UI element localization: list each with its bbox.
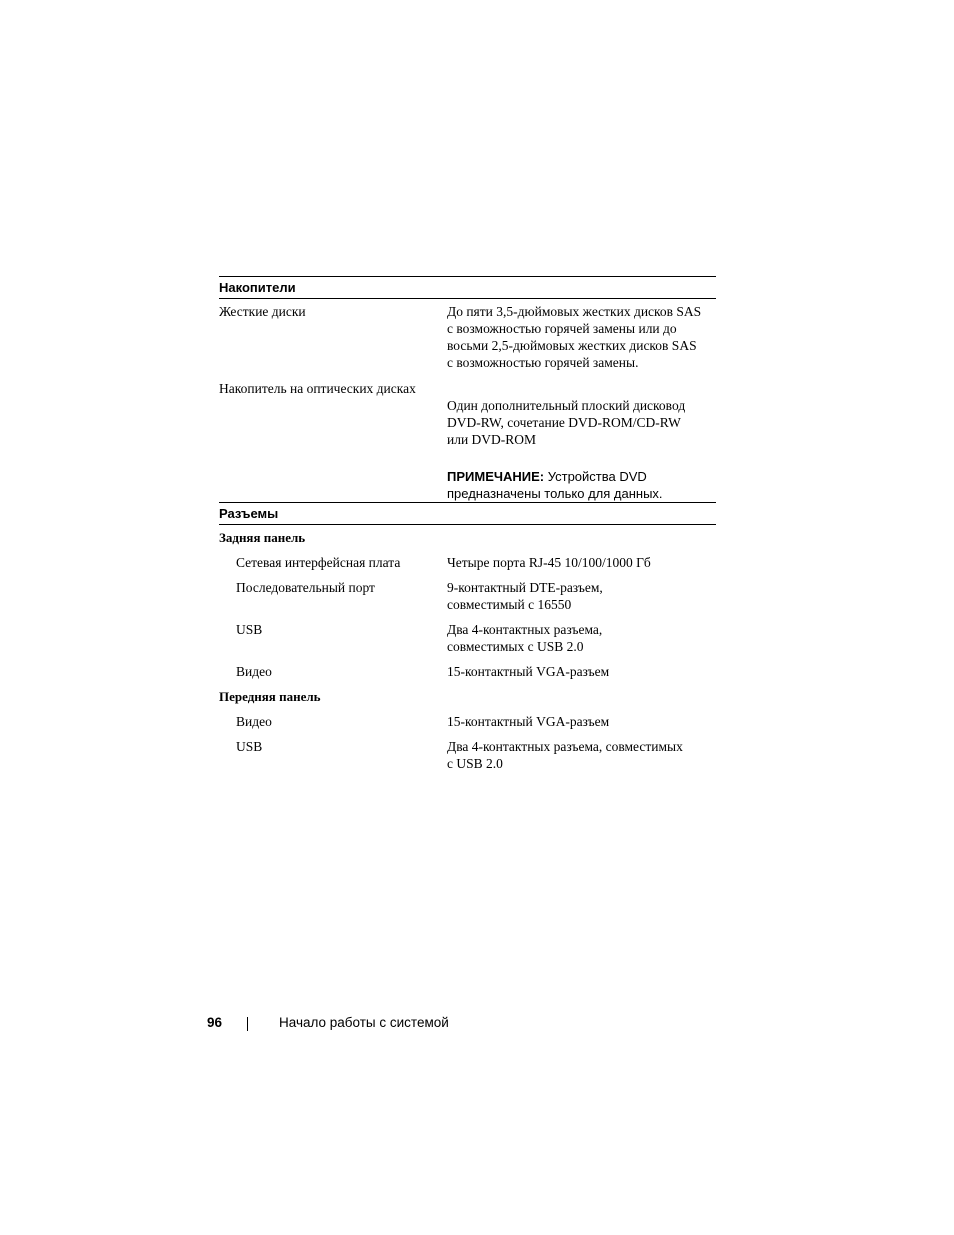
rear-usb-value: Два 4-контактных разъема, совместимых с USB 2.0 (447, 622, 603, 654)
rear-video-label: Видео (236, 664, 272, 679)
hard-drives-value: До пяти 3,5-дюймовых жестких дисков SAS с возможностью горячей замены или до восьми 2,5-дюймовых жестких дисков SAS с возможностью горячей замены. (447, 304, 702, 370)
front-panel-heading: Передняя панель (219, 689, 321, 704)
rear-panel-heading: Задняя панель (219, 530, 306, 545)
table-row (219, 303, 716, 373)
note-text: Устройства DVD предназначены только для данных. (447, 469, 663, 501)
rear-video-value: 15-контактный VGA-разъем (447, 664, 610, 679)
note-block (447, 468, 722, 502)
nic-value: Четыре порта RJ-45 10/100/1000 Гб (447, 555, 651, 570)
optical-drive-label: Накопитель на оптических дисках (219, 381, 416, 396)
footer-title: Начало работы с системой (279, 1015, 449, 1030)
connectors-section (219, 502, 716, 771)
table-row (219, 380, 716, 501)
connectors-heading (219, 502, 716, 525)
front-video-value: 15-контактный VGA-разъем (447, 714, 610, 729)
hard-drives-label: Жесткие диски (219, 304, 306, 319)
serial-port-label: Последовательный порт (236, 580, 375, 595)
serial-port-value: 9-контактный DTE-разъем, совместимый с 16550 (447, 580, 603, 612)
connectors-heading-text: Разъемы (219, 506, 279, 521)
storage-heading (219, 276, 716, 299)
note-label: ПРИМЕЧАНИЕ: (447, 469, 545, 484)
front-usb-value: Два 4-контактных разъема, совместимых с USB 2.0 (447, 739, 683, 771)
page-number: 96 (207, 1015, 223, 1030)
rear-usb-label: USB (236, 622, 263, 637)
optical-drive-value (447, 380, 722, 519)
front-video-label: Видео (236, 714, 272, 729)
optical-drive-text: Один дополнительный плоский дисковод DVD-RW, сочетание DVD-ROM/CD-RW или DVD-ROM (447, 398, 686, 447)
storage-section (219, 276, 716, 501)
storage-heading-text: Накопители (219, 280, 296, 295)
footer-divider (247, 1017, 248, 1031)
front-usb-label: USB (236, 739, 263, 754)
nic-label: Сетевая интерфейсная плата (236, 555, 401, 570)
